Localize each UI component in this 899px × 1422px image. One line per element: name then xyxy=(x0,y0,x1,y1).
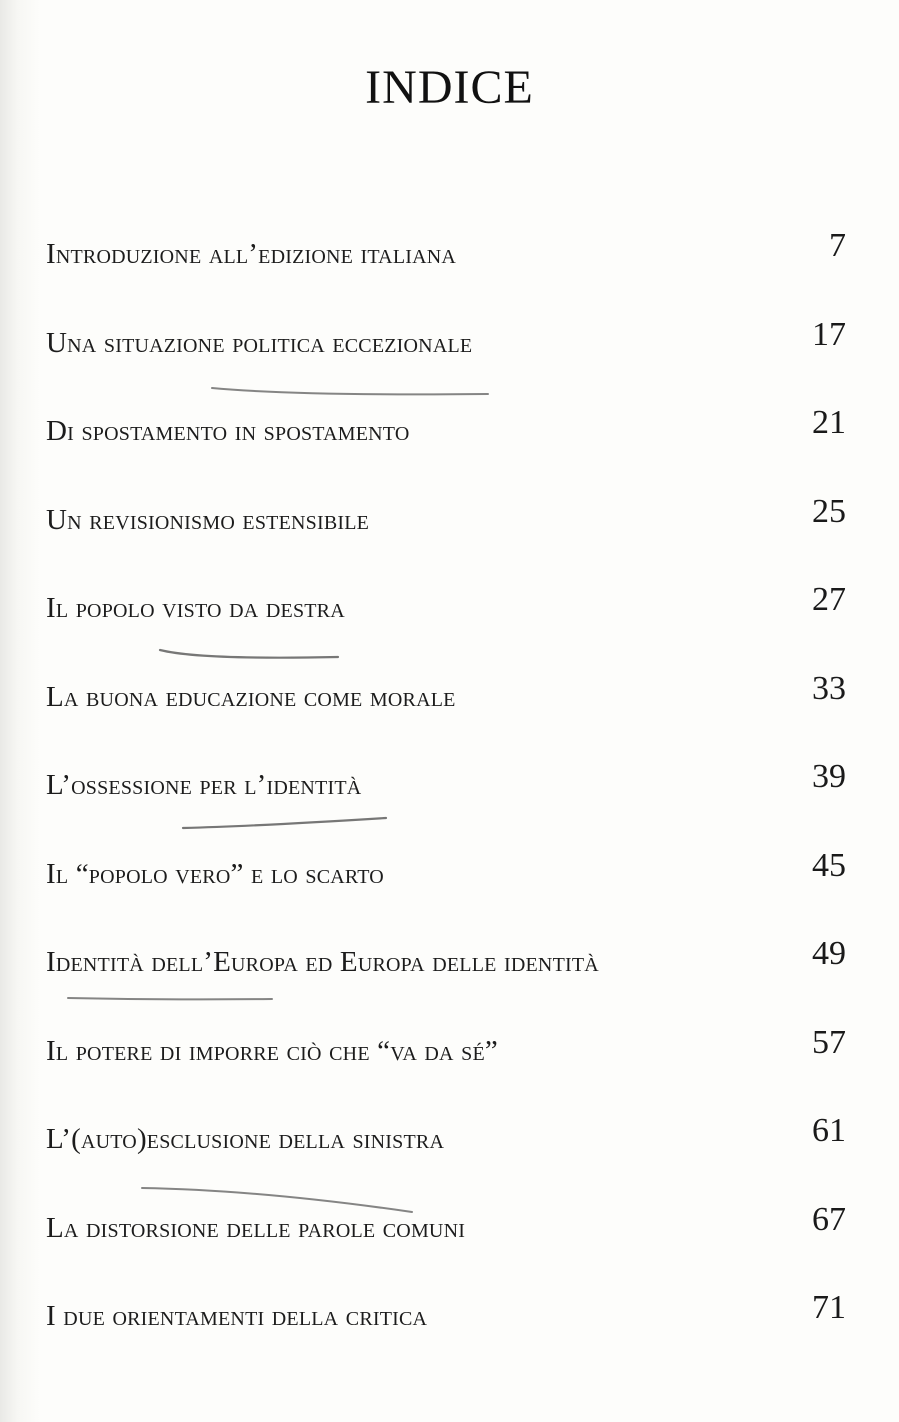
toc-entry xyxy=(46,1023,856,1122)
toc-entry-page: 21 xyxy=(812,404,846,441)
toc-entry-page: 67 xyxy=(812,1200,846,1238)
toc-entry-page: 39 xyxy=(812,758,846,795)
toc-entry xyxy=(46,315,856,414)
toc-entry-page: 45 xyxy=(812,846,846,884)
toc-entry xyxy=(46,581,856,679)
toc-entry-title: Il potere di imporre ciò che “va da sé” xyxy=(46,1034,498,1067)
toc-entry xyxy=(46,492,856,591)
toc-entry xyxy=(46,1200,856,1299)
toc-entry-title: La buona educazione come morale xyxy=(46,680,456,713)
toc-entry-page: 17 xyxy=(812,315,846,353)
toc-entry-page: 7 xyxy=(829,227,846,264)
toc-entry-title: L’(auto)esclusione della sinistra xyxy=(46,1123,445,1155)
toc-entry-title: Introduzione all’edizione italiana xyxy=(46,238,457,270)
toc-entry-page: 33 xyxy=(812,669,846,707)
toc-entry-title: La distorsione delle parole comuni xyxy=(46,1211,466,1244)
toc-entry-title: Il “popolo vero” e lo scarto xyxy=(46,857,384,890)
toc-entry-title: Una situazione politica eccezionale xyxy=(46,326,473,359)
toc-entry-page: 61 xyxy=(812,1112,846,1149)
toc-entry xyxy=(46,227,856,325)
toc-entry-page: 25 xyxy=(812,492,846,530)
toc-entry-page: 49 xyxy=(812,935,846,972)
toc-entry xyxy=(46,669,856,768)
toc-entry-page: 57 xyxy=(812,1023,846,1061)
toc-entry xyxy=(46,1289,856,1387)
toc-entry-page: 71 xyxy=(812,1289,846,1326)
toc-entry-title: Il popolo visto da destra xyxy=(46,592,345,624)
toc-entry-title: Un revisionismo estensibile xyxy=(46,503,370,536)
toc-entry xyxy=(46,1112,856,1210)
toc-entry-title: Di spostamento in spostamento xyxy=(46,415,410,447)
table-of-contents xyxy=(46,227,856,1387)
page-title: INDICE xyxy=(365,61,534,114)
toc-entry xyxy=(46,758,856,856)
toc-entry xyxy=(46,846,856,945)
toc-entry xyxy=(46,404,856,502)
toc-entry-title: L’ossessione per l’identità xyxy=(46,769,362,801)
toc-entry-title: I due orientamenti della critica xyxy=(46,1300,428,1332)
toc-entry-title: Identità dell’Europa ed Europa delle identità xyxy=(46,946,599,978)
toc-entry xyxy=(46,935,856,1033)
toc-entry-page: 27 xyxy=(812,581,846,618)
